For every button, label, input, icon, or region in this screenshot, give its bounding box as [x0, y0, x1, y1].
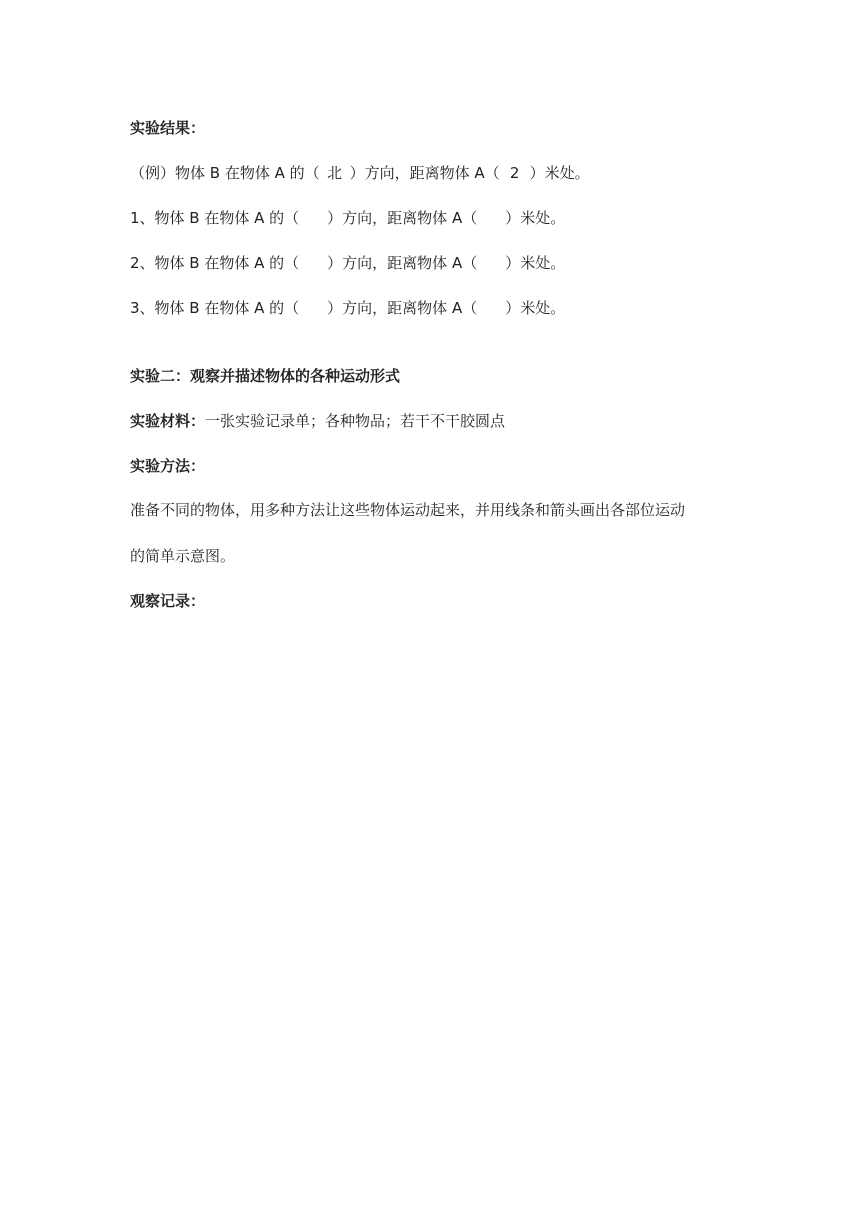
exercise-2-middle: ）方向，距离物体 A（ — [327, 254, 478, 272]
document-page — [130, 0, 750, 1216]
result-heading: 实验结果： — [130, 119, 206, 137]
method-text-line2: 的简单示意图。 — [130, 547, 236, 565]
example-middle: ）方向，距离物体 A（ — [349, 164, 500, 182]
method-heading: 实验方法： — [130, 457, 206, 475]
exercise-3-suffix: ）米处。 — [505, 299, 566, 317]
materials-text: 一张实验记录单；各种物品；若干不干胶圆点 — [205, 412, 506, 430]
example-suffix: ）米处。 — [529, 164, 590, 182]
example-line — [130, 163, 590, 183]
method-text-line1: 准备不同的物体，用多种方法让这些物体运动起来，并用线条和箭头画出各部位运动 — [130, 501, 686, 519]
record-heading: 观察记录： — [130, 592, 206, 610]
exercise-1-middle: ）方向，距离物体 A（ — [327, 209, 478, 227]
exercise-3-middle: ）方向，距离物体 A（ — [327, 299, 478, 317]
exercise-1-suffix: ）米处。 — [505, 209, 566, 227]
exercise-2-prefix: 2、物体 B 在物体 A 的（ — [130, 254, 300, 272]
example-direction: 北 — [327, 164, 343, 182]
exercise-line-1 — [130, 208, 565, 228]
materials-line — [130, 411, 505, 431]
example-prefix: （例）物体 B 在物体 A 的（ — [130, 164, 320, 182]
materials-label: 实验材料： — [130, 412, 206, 430]
exercise-line-2 — [130, 253, 565, 273]
experiment2-title: 实验二：观察并描述物体的各种运动形式 — [130, 367, 401, 385]
exercise-line-3 — [130, 298, 565, 318]
exercise-2-suffix: ）米处。 — [505, 254, 566, 272]
example-distance: 2 — [509, 164, 520, 182]
exercise-1-prefix: 1、物体 B 在物体 A 的（ — [130, 209, 300, 227]
exercise-3-prefix: 3、物体 B 在物体 A 的（ — [130, 299, 300, 317]
